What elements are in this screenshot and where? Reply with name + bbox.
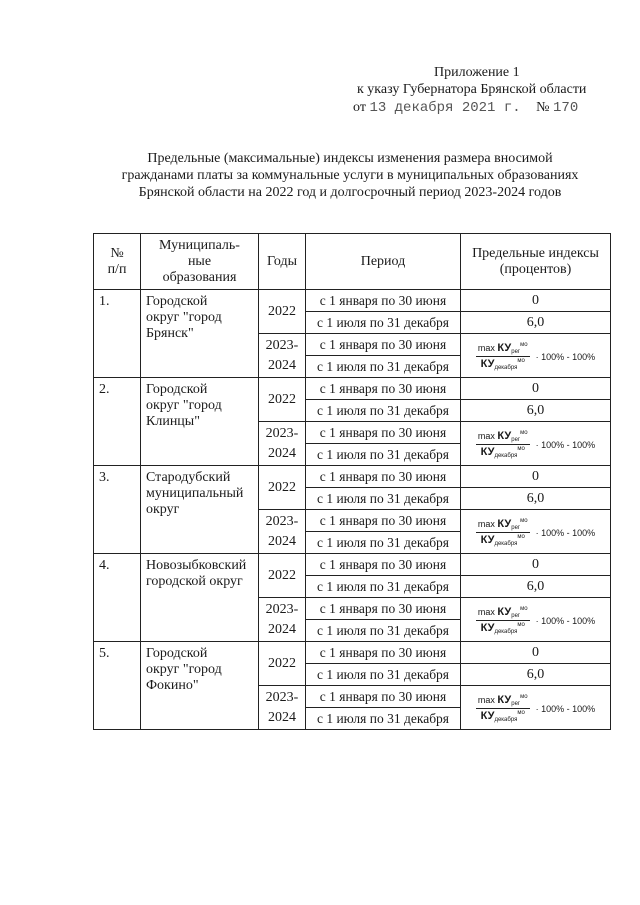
document-title bbox=[100, 150, 600, 201]
index-formula-cell bbox=[461, 422, 611, 466]
header-text: ные bbox=[187, 253, 212, 269]
year-line: 2024 bbox=[268, 709, 296, 725]
number-prefix: № bbox=[536, 100, 550, 115]
formula-ku: КУ bbox=[480, 710, 495, 722]
municipality-line: округ bbox=[146, 502, 180, 517]
formula-ku: КУ bbox=[497, 342, 512, 354]
period-cell: с 1 января по 30 июня bbox=[306, 378, 461, 400]
formula-numerator bbox=[476, 606, 530, 621]
decree-date-line bbox=[353, 99, 578, 117]
table-row bbox=[94, 378, 611, 400]
formula-max: max bbox=[477, 431, 495, 441]
year-line: 2024 bbox=[268, 445, 296, 461]
table-row bbox=[94, 642, 611, 664]
formula-numerator bbox=[476, 342, 530, 357]
period-cell: с 1 июля по 31 декабря bbox=[306, 312, 461, 334]
index-formula-cell bbox=[461, 510, 611, 554]
row-number: 1. bbox=[94, 290, 141, 378]
formula-ku: КУ bbox=[497, 606, 512, 618]
table-row bbox=[94, 554, 611, 576]
formula-superscript: мо bbox=[520, 694, 528, 700]
formula-denominator bbox=[481, 445, 525, 459]
date-value: 13 декабря 2021 г. bbox=[369, 100, 521, 116]
formula-denominator bbox=[481, 621, 525, 635]
row-number: 3. bbox=[94, 466, 141, 554]
municipality-line: Клинцы" bbox=[146, 414, 200, 429]
index-value: 0 bbox=[461, 642, 611, 664]
formula-fraction bbox=[476, 606, 530, 635]
formula-subscript: декабря bbox=[494, 541, 518, 547]
formula-denominator bbox=[481, 709, 525, 723]
municipality-line: Фокино" bbox=[146, 678, 199, 693]
formula-fraction bbox=[476, 518, 530, 547]
index-value: 6,0 bbox=[461, 312, 611, 334]
period-cell: с 1 июля по 31 декабря bbox=[306, 708, 461, 730]
formula-tail: · 100% - 100% bbox=[535, 703, 596, 714]
row-number: 4. bbox=[94, 554, 141, 642]
formula-numerator bbox=[476, 694, 530, 709]
year-cell: 2022 bbox=[259, 466, 306, 510]
number-value: 170 bbox=[553, 100, 579, 116]
table-row bbox=[94, 290, 611, 312]
header-text: (процентов) bbox=[499, 261, 572, 277]
index-formula bbox=[476, 518, 595, 547]
period-cell: с 1 июля по 31 декабря bbox=[306, 444, 461, 466]
year-cell: 2022 bbox=[259, 642, 306, 686]
formula-superscript: мо bbox=[520, 518, 528, 524]
period-cell: с 1 июля по 31 декабря bbox=[306, 400, 461, 422]
formula-tail: · 100% - 100% bbox=[535, 439, 596, 450]
index-value: 6,0 bbox=[461, 576, 611, 598]
year-cell: 2022 bbox=[259, 290, 306, 334]
header-number bbox=[94, 234, 141, 290]
formula-superscript: мо bbox=[520, 430, 528, 436]
formula-denominator bbox=[481, 533, 525, 547]
index-value: 6,0 bbox=[461, 488, 611, 510]
header-text: п/п bbox=[107, 261, 127, 277]
period-cell: с 1 января по 30 июня bbox=[306, 686, 461, 708]
period-cell: с 1 января по 30 июня bbox=[306, 290, 461, 312]
municipality-line: Городской bbox=[146, 382, 208, 397]
formula-subscript: рег bbox=[511, 613, 521, 619]
formula-subscript: рег bbox=[511, 349, 521, 355]
formula-max: max bbox=[477, 519, 495, 529]
formula-subscript: декабря bbox=[494, 717, 518, 723]
formula-superscript: мо bbox=[517, 534, 525, 540]
formula-tail: · 100% - 100% bbox=[535, 527, 596, 538]
formula-superscript: мо bbox=[517, 710, 525, 716]
header-index bbox=[461, 234, 611, 290]
formula-superscript: мо bbox=[520, 606, 528, 612]
formula-tail: · 100% - 100% bbox=[535, 351, 596, 362]
municipality-line: муниципальный bbox=[146, 486, 244, 501]
municipality-line: округ "город bbox=[146, 662, 222, 677]
formula-superscript: мо bbox=[517, 358, 525, 364]
year-cell bbox=[259, 510, 306, 554]
formula-tail: · 100% - 100% bbox=[535, 615, 596, 626]
year-cell bbox=[259, 334, 306, 378]
formula-max: max bbox=[477, 695, 495, 705]
formula-subscript: декабря bbox=[494, 629, 518, 635]
year-cell bbox=[259, 598, 306, 642]
table-header-row bbox=[94, 234, 611, 290]
header-period: Период bbox=[306, 234, 461, 290]
formula-ku: КУ bbox=[497, 694, 512, 706]
index-formula-cell bbox=[461, 686, 611, 730]
decree-reference: к указу Губернатора Брянской области bbox=[357, 82, 587, 97]
period-cell: с 1 января по 30 июня bbox=[306, 334, 461, 356]
formula-fraction bbox=[476, 430, 530, 459]
year-cell: 2022 bbox=[259, 554, 306, 598]
formula-ku: КУ bbox=[480, 446, 495, 458]
index-formula-cell bbox=[461, 334, 611, 378]
period-cell: с 1 января по 30 июня bbox=[306, 598, 461, 620]
date-prefix: от bbox=[353, 100, 366, 115]
year-line: 2023- bbox=[265, 425, 299, 441]
municipality-line: округ "город bbox=[146, 310, 222, 325]
year-line: 2024 bbox=[268, 533, 296, 549]
year-line: 2023- bbox=[265, 601, 299, 617]
formula-ku: КУ bbox=[497, 430, 512, 442]
formula-subscript: рег bbox=[511, 701, 521, 707]
index-formula bbox=[476, 606, 595, 635]
formula-max: max bbox=[477, 607, 495, 617]
formula-ku: КУ bbox=[480, 534, 495, 546]
index-value: 0 bbox=[461, 554, 611, 576]
period-cell: с 1 июля по 31 декабря bbox=[306, 576, 461, 598]
municipality-name bbox=[141, 290, 259, 378]
formula-subscript: декабря bbox=[494, 453, 518, 459]
municipality-line: Новозыбковский bbox=[146, 558, 247, 573]
municipality-line: городской округ bbox=[146, 574, 243, 589]
period-cell: с 1 января по 30 июня bbox=[306, 422, 461, 444]
row-number: 5. bbox=[94, 642, 141, 730]
period-cell: с 1 июля по 31 декабря bbox=[306, 620, 461, 642]
index-table bbox=[93, 233, 611, 730]
formula-subscript: рег bbox=[511, 525, 521, 531]
formula-superscript: мо bbox=[520, 342, 528, 348]
index-value: 6,0 bbox=[461, 664, 611, 686]
period-cell: с 1 января по 30 июня bbox=[306, 510, 461, 532]
year-cell bbox=[259, 686, 306, 730]
formula-denominator bbox=[481, 357, 525, 371]
formula-ku: КУ bbox=[480, 358, 495, 370]
table-row bbox=[94, 466, 611, 488]
municipality-line: округ "город bbox=[146, 398, 222, 413]
year-cell: 2022 bbox=[259, 378, 306, 422]
table-body bbox=[94, 290, 611, 730]
formula-fraction bbox=[476, 342, 530, 371]
index-formula-cell bbox=[461, 598, 611, 642]
formula-subscript: рег bbox=[511, 437, 521, 443]
period-cell: с 1 января по 30 июня bbox=[306, 642, 461, 664]
year-line: 2023- bbox=[265, 513, 299, 529]
row-number: 2. bbox=[94, 378, 141, 466]
header-text: образования bbox=[162, 269, 237, 285]
header-text: Предельные индексы bbox=[472, 245, 599, 261]
formula-fraction bbox=[476, 694, 530, 723]
formula-numerator bbox=[476, 430, 530, 445]
header-text: Муниципаль- bbox=[159, 237, 240, 253]
index-value: 0 bbox=[461, 290, 611, 312]
formula-ku: КУ bbox=[497, 518, 512, 530]
formula-subscript: декабря bbox=[494, 365, 518, 371]
year-line: 2023- bbox=[265, 337, 299, 353]
municipality-name bbox=[141, 642, 259, 730]
municipality-line: Брянск" bbox=[146, 326, 194, 341]
period-cell: с 1 января по 30 июня bbox=[306, 466, 461, 488]
index-value: 6,0 bbox=[461, 400, 611, 422]
period-cell: с 1 июля по 31 декабря bbox=[306, 356, 461, 378]
formula-max: max bbox=[477, 343, 495, 353]
formula-superscript: мо bbox=[517, 446, 525, 452]
formula-numerator bbox=[476, 518, 530, 533]
title-line: Предельные (максимальные) индексы изменения размера вносимой bbox=[147, 151, 553, 166]
municipality-name bbox=[141, 378, 259, 466]
municipality-name bbox=[141, 554, 259, 642]
period-cell: с 1 июля по 31 декабря bbox=[306, 664, 461, 686]
year-line: 2023- bbox=[265, 689, 299, 705]
municipality-line: Городской bbox=[146, 294, 208, 309]
period-cell: с 1 июля по 31 декабря bbox=[306, 532, 461, 554]
title-line: гражданами платы за коммунальные услуги в муниципальных образованиях bbox=[121, 168, 579, 183]
title-line: Брянской области на 2022 год и долгосрочный период 2023-2024 годов bbox=[138, 185, 562, 200]
period-cell: с 1 июля по 31 декабря bbox=[306, 488, 461, 510]
period-cell: с 1 января по 30 июня bbox=[306, 554, 461, 576]
index-formula bbox=[476, 342, 595, 371]
header-municipality bbox=[141, 234, 259, 290]
index-formula bbox=[476, 694, 595, 723]
header-text: № bbox=[110, 245, 124, 261]
index-value: 0 bbox=[461, 378, 611, 400]
header-years: Годы bbox=[259, 234, 306, 290]
municipality-line: Городской bbox=[146, 646, 208, 661]
municipality-name bbox=[141, 466, 259, 554]
year-line: 2024 bbox=[268, 357, 296, 373]
year-cell bbox=[259, 422, 306, 466]
formula-superscript: мо bbox=[517, 622, 525, 628]
formula-ku: КУ bbox=[480, 622, 495, 634]
year-line: 2024 bbox=[268, 621, 296, 637]
appendix-label: Приложение 1 bbox=[434, 65, 520, 80]
municipality-line: Стародубский bbox=[146, 470, 231, 485]
index-formula bbox=[476, 430, 595, 459]
index-value: 0 bbox=[461, 466, 611, 488]
